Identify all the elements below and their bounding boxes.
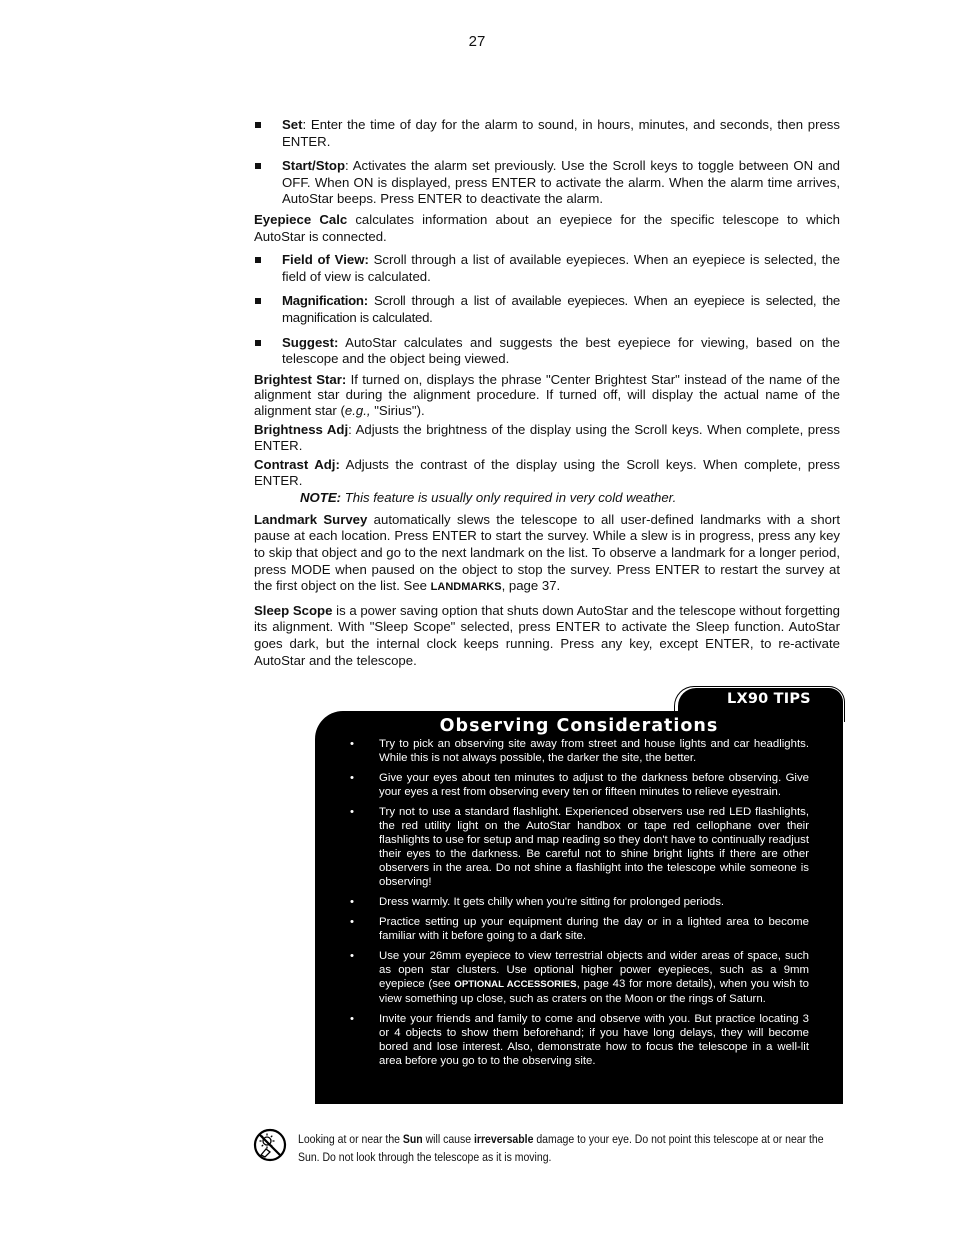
term-brightness-adj: Brightness Adj (254, 422, 349, 438)
desc-brightest-star: If turned on, displays the phrase "Center Brightest Star" instead of the name of the alignment star during the alignment procedure. If turned off, will display the actual name of the alignment star ( (254, 371, 840, 418)
term-start-stop: Start/Stop (282, 158, 346, 174)
desc-contrast-adj: Adjusts the contrast of the display using the Scroll keys. When complete, press ENTER. (254, 457, 840, 488)
tips-list (345, 737, 809, 1074)
tip-text-end: , page 43 for more details), when you wish to view something up close, such as craters on the Moon or the rings of Saturn. (379, 978, 809, 1005)
tip-text: Use your 26mm eyepiece to view terrestrial objects and wider areas of space, such as open star clusters. Use optional higher power eyepieces, such as a 9mm eyepiece (see (379, 950, 809, 990)
tip-item (345, 915, 809, 943)
tip-item (345, 1012, 809, 1068)
para-brightness-adj (254, 422, 840, 453)
tip-item (345, 737, 809, 765)
sun-warning (298, 1130, 838, 1166)
desc-landmark-survey-end: , page 37. (501, 578, 561, 594)
desc-landmark-survey: automatically slews the telescope to all user-defined landmarks with a short pause at each location. Press ENTER to start the survey. While a slew is in progress, press any key to skip that object and go to the next landmark on the list. To observe a landmark for a longer period, press MODE when paused on the object to stop the survey. Press ENTER to restart the survey at the first object on the list. See (254, 511, 840, 594)
desc-suggest: AutoStar calculates and suggests the best eyepiece for viewing, based on the telescope and the object being viewed. (282, 334, 840, 367)
tip-item (345, 895, 809, 909)
tip-text: Practice setting up your equipment during the day or in a lighted area to become familiar with it before going to a dark site. (379, 916, 809, 942)
list-item-start-stop (254, 158, 840, 208)
warning-text: damage to your eye. Do not point this telescope at or near the Sun. Do not look through the telescope as it is moving. (298, 1132, 824, 1164)
desc-set: : Enter the time of day for the alarm to sound, in hours, minutes, and seconds, then press ENTER. (282, 117, 840, 149)
desc-brightest-star-end: "Sirius"). (370, 402, 425, 418)
note-label: NOTE: (300, 490, 342, 506)
desc-magnification: Scroll through a list of available eyepieces. When an eyepiece is selected, the magnification is calculated. (282, 293, 840, 325)
term-brightest-star: Brightest Star: (254, 371, 347, 387)
para-brightest-star (254, 372, 840, 419)
desc-eyepiece-calc: calculates information about an eyepiece for the specific telescope to which AutoStar is connected. (254, 211, 840, 244)
bullet-dot-icon: • (350, 1013, 354, 1025)
note-text: This feature is usually only required in very cold weather. (341, 490, 677, 506)
para-eyepiece-calc (254, 212, 840, 245)
warning-sun: Sun (402, 1132, 423, 1146)
term-sleep-scope: Sleep Scope (254, 602, 333, 618)
para-contrast-adj (254, 457, 840, 488)
desc-sleep-scope: is a power saving option that shuts down AutoStar and the telescope without forgetting its alignment. With "Sleep Scope" selected, press ENTER to activate the Sleep function. AutoStar goes dark, but the internal clock keeps running. Press any key, except ENTER, to re-activate AutoStar and the telescope. (254, 602, 840, 668)
list-item-set (254, 117, 840, 150)
list-item-suggest (254, 335, 840, 368)
tips-title: Observing Considerations (439, 716, 719, 736)
bullet-dot-icon: • (350, 896, 354, 908)
tip-item (345, 949, 809, 1006)
main-content (254, 117, 840, 673)
para-sleep-scope (254, 603, 840, 669)
eg-abbrev: e.g., (344, 402, 371, 418)
tip-item (345, 805, 809, 889)
warning-irreversable: irreversable (473, 1132, 534, 1146)
list-item-field-of-view (254, 252, 840, 285)
tip-text: Give your eyes about ten minutes to adjust to the darkness before observing. Give your eyes a rest from observing every ten or fifteen minutes to relieve eyestrain. (379, 772, 809, 798)
para-landmark-survey (254, 512, 840, 596)
tip-text: Dress warmly. It gets chilly when you're sitting for prolonged periods. (379, 896, 725, 908)
term-suggest: Suggest: (282, 334, 339, 350)
square-bullet-icon (255, 122, 261, 128)
tip-item (345, 771, 809, 799)
bullet-dot-icon: • (350, 806, 354, 818)
landmarks-reference: LANDMARKS (430, 581, 502, 594)
list-item-magnification (254, 293, 840, 326)
term-landmark-survey: Landmark Survey (254, 511, 368, 527)
square-bullet-icon (255, 340, 261, 346)
optional-accessories-reference: OPTIONAL ACCESSORIES (454, 979, 577, 990)
desc-field-of-view: Scroll through a list of available eyepieces. When an eyepiece is selected, the field of view is calculated. (282, 252, 840, 284)
term-set: Set (282, 117, 303, 132)
tips-tab-label: LX90 TIPS (727, 691, 811, 707)
bullet-dot-icon: • (350, 916, 354, 928)
no-sun-viewing-icon (253, 1128, 287, 1162)
warning-text: Looking at or near the (298, 1132, 403, 1146)
desc-brightness-adj: : Adjusts the brightness of the display using the Scroll keys. When complete, press ENTER. (254, 422, 840, 453)
page-number: 27 (468, 33, 486, 50)
bullet-dot-icon: • (350, 950, 354, 962)
bullet-dot-icon: • (350, 738, 354, 750)
square-bullet-icon (255, 257, 261, 263)
tip-text: Try not to use a standard flashlight. Experienced observers use red LED flashlights, the red utility light on the AutoStar handbox or tape red cellophane over their flashlights to use for setup and map reading so they don't have to continually readjust their eyes to the darkness. Be careful not to shine bright lights if there are other observers in the area. Do not shine a flashlight into the telescope while someone is observing! (379, 806, 809, 888)
bullet-dot-icon: • (350, 772, 354, 784)
term-eyepiece-calc: Eyepiece Calc (254, 211, 348, 227)
note (254, 490, 840, 507)
square-bullet-icon (255, 163, 261, 169)
tip-text: Invite your friends and family to come and observe with you. But practice locating 3 or 4 objects to show them beforehand; if you have long delays, they will become bored and lose interest. Also, demonstrate how to focus the telescope in a well-lit area before you go to to the observing site. (379, 1013, 809, 1067)
square-bullet-icon (255, 298, 261, 304)
term-field-of-view: Field of View: (282, 252, 369, 268)
desc-start-stop: : Activates the alarm set previously. Use the Scroll keys to toggle between ON and OFF. When ON is displayed, press ENTER to activate the alarm. When the alarm time arrives, AutoStar beeps. Press ENTER to deactivate the alarm. (282, 158, 840, 207)
term-magnification: Magnification: (282, 293, 368, 309)
warning-text: will cause (422, 1132, 474, 1146)
term-contrast-adj: Contrast Adj: (254, 457, 340, 473)
tip-text: Try to pick an observing site away from street and house lights and car headlights. While this is not always possible, the darker the site, the better. (379, 738, 809, 764)
